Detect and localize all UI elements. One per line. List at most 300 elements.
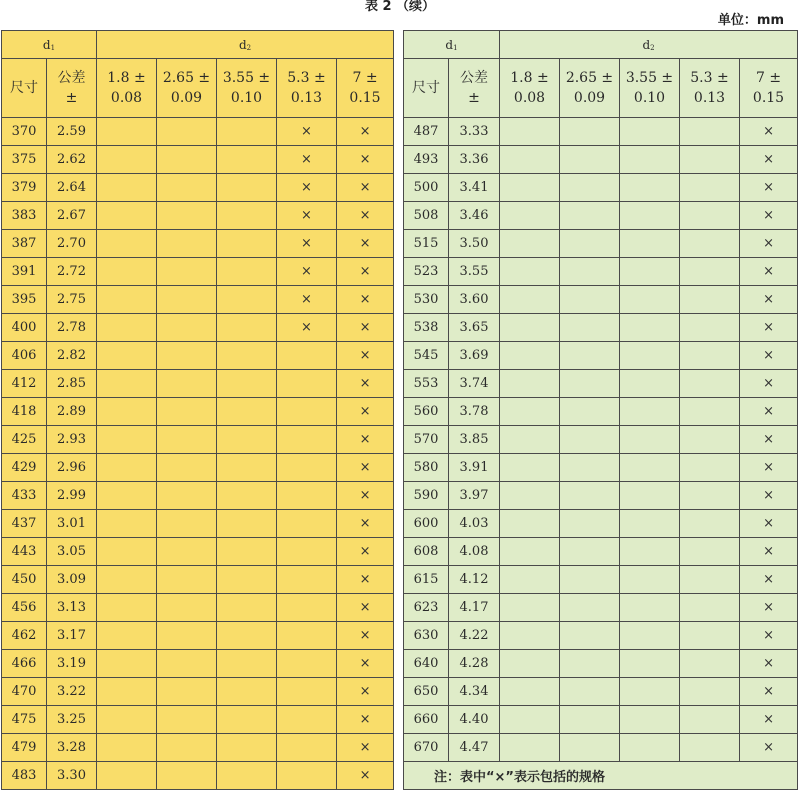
- left-body: [2, 118, 394, 790]
- cs-2-cell: [157, 622, 217, 650]
- size-cell: 493: [404, 146, 449, 174]
- size-cell: 462: [2, 622, 47, 650]
- tolerance-cell: 3.17: [47, 622, 97, 650]
- table-row: [404, 258, 798, 286]
- cs-2-cell: [157, 678, 217, 706]
- table-row: [404, 426, 798, 454]
- cs-3-cell: [217, 454, 277, 482]
- included-mark: ×: [301, 320, 312, 335]
- cs-3-cell: [620, 314, 680, 342]
- included-mark: ×: [301, 236, 312, 251]
- tolerance-cell: 3.25: [47, 706, 97, 734]
- cs-5-cell: [337, 230, 394, 258]
- tolerance-cell: 3.28: [47, 734, 97, 762]
- cs-2-cell: [560, 566, 620, 594]
- size-cell: 545: [404, 342, 449, 370]
- included-mark: ×: [763, 236, 774, 251]
- cs-1-cell: [97, 398, 157, 426]
- cs-3-cell: [620, 566, 680, 594]
- cs-4-cell: [277, 370, 337, 398]
- included-mark: ×: [763, 516, 774, 531]
- included-mark: ×: [359, 376, 371, 391]
- cs-4-cell: [680, 566, 740, 594]
- included-mark: ×: [763, 600, 774, 615]
- cs-1-cell: [97, 230, 157, 258]
- table-row: [2, 622, 394, 650]
- cs-1-cell: [500, 734, 560, 762]
- table-row: [404, 202, 798, 230]
- included-mark: ×: [763, 712, 774, 727]
- table-row: [404, 174, 798, 202]
- cs-4-cell: [680, 678, 740, 706]
- cs-1-cell: [500, 146, 560, 174]
- included-mark: ×: [359, 180, 371, 195]
- cs-5-cell: [740, 538, 798, 566]
- cs-2-cell: [157, 482, 217, 510]
- cs-4-cell: [277, 510, 337, 538]
- cs-5-cell: [337, 174, 394, 202]
- header-tolerance: 公差 ±: [449, 59, 500, 118]
- cs-4-cell: [277, 678, 337, 706]
- cs-5-cell: [337, 594, 394, 622]
- included-mark: ×: [763, 124, 774, 139]
- included-mark: ×: [359, 264, 371, 279]
- cs-3-cell: [620, 174, 680, 202]
- table-row: [2, 566, 394, 594]
- header-row: [404, 59, 798, 118]
- tolerance-cell: 2.70: [47, 230, 97, 258]
- tolerance-cell: 3.60: [449, 286, 500, 314]
- size-cell: 650: [404, 678, 449, 706]
- cs-3-cell: [217, 146, 277, 174]
- cs-1-cell: [500, 314, 560, 342]
- table-row: [404, 510, 798, 538]
- cs-2-cell: [157, 230, 217, 258]
- cs-2-cell: [560, 146, 620, 174]
- cs-3-cell: [217, 174, 277, 202]
- table-row: [2, 146, 394, 174]
- cs-1-cell: [97, 370, 157, 398]
- table-row: [2, 202, 394, 230]
- table-note: 注：表中“×”表示包括的规格: [404, 762, 798, 790]
- cs-5-cell: [740, 370, 798, 398]
- size-cell: 433: [2, 482, 47, 510]
- cs-5-cell: [337, 678, 394, 706]
- tolerance-cell: 3.30: [47, 762, 97, 790]
- cs-2-cell: [157, 538, 217, 566]
- size-cell: 515: [404, 230, 449, 258]
- tolerance-cell: 2.99: [47, 482, 97, 510]
- table-row: [2, 706, 394, 734]
- size-cell: 418: [2, 398, 47, 426]
- included-mark: ×: [359, 320, 371, 335]
- cs-4-cell: [680, 454, 740, 482]
- cs-2-cell: [157, 146, 217, 174]
- cs-2-cell: [560, 258, 620, 286]
- cs-2-cell: [560, 538, 620, 566]
- cs-2-cell: [157, 314, 217, 342]
- included-mark: ×: [763, 628, 774, 643]
- cs-3-cell: [217, 370, 277, 398]
- cs-4-cell: [680, 370, 740, 398]
- size-cell: 508: [404, 202, 449, 230]
- cs-3-cell: [217, 734, 277, 762]
- header-size: 尺寸: [404, 59, 449, 118]
- table-row: [2, 482, 394, 510]
- included-mark: ×: [763, 180, 774, 195]
- included-mark: ×: [763, 460, 774, 475]
- cs-3-cell: [620, 678, 680, 706]
- cs-1-cell: [97, 202, 157, 230]
- cs-2-cell: [560, 706, 620, 734]
- cs-4-cell: [277, 426, 337, 454]
- cs-4-cell: [277, 538, 337, 566]
- header-row: [2, 59, 394, 118]
- cs-2-cell: [560, 286, 620, 314]
- cs-4-cell: [680, 286, 740, 314]
- cs-3-cell: [620, 454, 680, 482]
- included-mark: ×: [359, 432, 371, 447]
- table-row: [404, 594, 798, 622]
- header-cs-3: 3.55 ± 0.10: [620, 59, 680, 118]
- cs-2-cell: [157, 594, 217, 622]
- cs-1-cell: [97, 538, 157, 566]
- included-mark: ×: [359, 572, 371, 587]
- cs-3-cell: [217, 342, 277, 370]
- size-cell: 538: [404, 314, 449, 342]
- cs-4-cell: [277, 258, 337, 286]
- table-row: [404, 398, 798, 426]
- cs-2-cell: [560, 174, 620, 202]
- cs-1-cell: [97, 594, 157, 622]
- cs-3-cell: [217, 258, 277, 286]
- cs-5-cell: [740, 174, 798, 202]
- included-mark: ×: [359, 628, 371, 643]
- cs-2-cell: [157, 650, 217, 678]
- cs-5-cell: [740, 202, 798, 230]
- cs-4-cell: [680, 706, 740, 734]
- cs-1-cell: [500, 174, 560, 202]
- cs-1-cell: [500, 650, 560, 678]
- cs-2-cell: [157, 510, 217, 538]
- tolerance-cell: 4.28: [449, 650, 500, 678]
- tolerance-cell: 4.40: [449, 706, 500, 734]
- cs-2-cell: [157, 426, 217, 454]
- cs-3-cell: [620, 398, 680, 426]
- cs-4-cell: [680, 202, 740, 230]
- size-cell: 479: [2, 734, 47, 762]
- cs-2-cell: [560, 678, 620, 706]
- cs-4-cell: [277, 454, 337, 482]
- included-mark: ×: [359, 684, 371, 699]
- included-mark: ×: [763, 292, 774, 307]
- cs-5-cell: [337, 762, 394, 790]
- cs-3-cell: [620, 286, 680, 314]
- cs-4-cell: [277, 482, 337, 510]
- size-cell: 391: [2, 258, 47, 286]
- size-cell: 530: [404, 286, 449, 314]
- included-mark: ×: [359, 348, 371, 363]
- included-mark: ×: [359, 488, 371, 503]
- header-cs-2: 2.65 ± 0.09: [560, 59, 620, 118]
- cs-4-cell: [277, 706, 337, 734]
- included-mark: ×: [359, 516, 371, 531]
- table-row: [2, 538, 394, 566]
- cs-5-cell: [740, 454, 798, 482]
- tolerance-cell: 4.34: [449, 678, 500, 706]
- cs-4-cell: [277, 174, 337, 202]
- cs-2-cell: [560, 650, 620, 678]
- header-cs-5: 7 ± 0.15: [740, 59, 798, 118]
- cs-2-cell: [560, 370, 620, 398]
- cs-3-cell: [217, 118, 277, 146]
- cs-5-cell: [337, 202, 394, 230]
- included-mark: ×: [763, 348, 774, 363]
- size-cell: 570: [404, 426, 449, 454]
- size-cell: 443: [2, 538, 47, 566]
- cs-4-cell: [277, 342, 337, 370]
- included-mark: ×: [763, 740, 774, 755]
- cs-4-cell: [277, 230, 337, 258]
- included-mark: ×: [359, 292, 371, 307]
- cs-1-cell: [97, 510, 157, 538]
- cs-4-cell: [277, 314, 337, 342]
- cs-1-cell: [500, 398, 560, 426]
- size-cell: 387: [2, 230, 47, 258]
- cs-4-cell: [680, 510, 740, 538]
- cs-1-cell: [97, 678, 157, 706]
- tolerance-cell: 3.05: [47, 538, 97, 566]
- size-cell: 560: [404, 398, 449, 426]
- cs-2-cell: [157, 174, 217, 202]
- cs-1-cell: [500, 118, 560, 146]
- header-cs-1: 1.8 ± 0.08: [500, 59, 560, 118]
- tolerance-cell: 2.72: [47, 258, 97, 286]
- cs-5-cell: [337, 538, 394, 566]
- tolerance-cell: 4.47: [449, 734, 500, 762]
- cs-1-cell: [97, 706, 157, 734]
- tolerance-cell: 4.12: [449, 566, 500, 594]
- cs-1-cell: [500, 678, 560, 706]
- tolerance-cell: 3.22: [47, 678, 97, 706]
- cs-2-cell: [157, 706, 217, 734]
- cs-1-cell: [500, 370, 560, 398]
- cs-3-cell: [620, 258, 680, 286]
- table-left: [1, 30, 394, 790]
- cs-5-cell: [337, 650, 394, 678]
- size-cell: 615: [404, 566, 449, 594]
- cs-4-cell: [680, 342, 740, 370]
- cs-2-cell: [157, 118, 217, 146]
- included-mark: ×: [359, 208, 371, 223]
- tolerance-cell: 3.74: [449, 370, 500, 398]
- size-cell: 466: [2, 650, 47, 678]
- size-cell: 437: [2, 510, 47, 538]
- cs-4-cell: [277, 650, 337, 678]
- cs-5-cell: [337, 426, 394, 454]
- cs-2-cell: [157, 286, 217, 314]
- cs-1-cell: [500, 258, 560, 286]
- included-mark: ×: [301, 264, 312, 279]
- tolerance-cell: 3.09: [47, 566, 97, 594]
- cs-3-cell: [620, 370, 680, 398]
- table-row: [404, 286, 798, 314]
- cs-4-cell: [680, 398, 740, 426]
- cs-4-cell: [277, 762, 337, 790]
- cs-1-cell: [97, 314, 157, 342]
- size-cell: 500: [404, 174, 449, 202]
- tolerance-cell: 3.69: [449, 342, 500, 370]
- cs-2-cell: [560, 314, 620, 342]
- cs-4-cell: [277, 594, 337, 622]
- table-row: [404, 566, 798, 594]
- cs-5-cell: [337, 734, 394, 762]
- included-mark: ×: [301, 292, 312, 307]
- included-mark: ×: [359, 768, 371, 783]
- cs-5-cell: [337, 342, 394, 370]
- cs-5-cell: [740, 426, 798, 454]
- header-cs-4: 5.3 ± 0.13: [277, 59, 337, 118]
- cs-3-cell: [217, 566, 277, 594]
- table-row: [2, 762, 394, 790]
- cs-3-cell: [217, 538, 277, 566]
- included-mark: ×: [359, 740, 371, 755]
- header-cs-1: 1.8 ± 0.08: [97, 59, 157, 118]
- cs-2-cell: [560, 398, 620, 426]
- cs-4-cell: [277, 202, 337, 230]
- cs-3-cell: [217, 426, 277, 454]
- included-mark: ×: [763, 376, 774, 391]
- size-cell: 640: [404, 650, 449, 678]
- size-cell: 400: [2, 314, 47, 342]
- cs-5-cell: [740, 706, 798, 734]
- table-row: [404, 622, 798, 650]
- cs-4-cell: [680, 622, 740, 650]
- size-cell: 370: [2, 118, 47, 146]
- tolerance-cell: 2.75: [47, 286, 97, 314]
- cs-4-cell: [277, 398, 337, 426]
- cs-2-cell: [157, 342, 217, 370]
- cs-4-cell: [680, 650, 740, 678]
- cs-3-cell: [217, 314, 277, 342]
- cs-1-cell: [97, 762, 157, 790]
- included-mark: ×: [301, 180, 312, 195]
- tolerance-cell: 3.97: [449, 482, 500, 510]
- cs-2-cell: [560, 594, 620, 622]
- cs-5-cell: [740, 622, 798, 650]
- table-row: [404, 734, 798, 762]
- cs-4-cell: [680, 118, 740, 146]
- cs-3-cell: [620, 594, 680, 622]
- size-cell: 660: [404, 706, 449, 734]
- cs-5-cell: [740, 118, 798, 146]
- right-body: [404, 118, 798, 762]
- cs-5-cell: [337, 314, 394, 342]
- header-cs-3: 3.55 ± 0.10: [217, 59, 277, 118]
- tolerance-cell: 3.33: [449, 118, 500, 146]
- table-row: [404, 538, 798, 566]
- cs-5-cell: [337, 146, 394, 174]
- cs-1-cell: [97, 426, 157, 454]
- table-row: [2, 286, 394, 314]
- table-row: [2, 370, 394, 398]
- table-row: [2, 174, 394, 202]
- table-row: [2, 314, 394, 342]
- size-cell: 600: [404, 510, 449, 538]
- included-mark: ×: [359, 712, 371, 727]
- included-mark: ×: [359, 152, 371, 167]
- table-row: [2, 258, 394, 286]
- size-cell: 456: [2, 594, 47, 622]
- cs-1-cell: [500, 342, 560, 370]
- header-d2: d2: [500, 31, 798, 59]
- cs-5-cell: [740, 258, 798, 286]
- cs-3-cell: [620, 146, 680, 174]
- tolerance-cell: 2.64: [47, 174, 97, 202]
- cs-2-cell: [560, 510, 620, 538]
- cs-2-cell: [157, 762, 217, 790]
- cs-2-cell: [560, 342, 620, 370]
- cs-5-cell: [337, 258, 394, 286]
- cs-3-cell: [217, 510, 277, 538]
- tolerance-cell: 2.93: [47, 426, 97, 454]
- included-mark: ×: [359, 460, 371, 475]
- table-row: [404, 370, 798, 398]
- size-cell: 429: [2, 454, 47, 482]
- size-cell: 425: [2, 426, 47, 454]
- cs-2-cell: [157, 566, 217, 594]
- table-row: [2, 594, 394, 622]
- tolerance-cell: 2.89: [47, 398, 97, 426]
- cs-3-cell: [217, 706, 277, 734]
- cs-5-cell: [740, 678, 798, 706]
- tolerance-cell: 3.55: [449, 258, 500, 286]
- cs-1-cell: [500, 482, 560, 510]
- tolerance-cell: 2.62: [47, 146, 97, 174]
- cs-2-cell: [560, 426, 620, 454]
- included-mark: ×: [763, 656, 774, 671]
- cs-5-cell: [337, 510, 394, 538]
- tolerance-cell: 3.50: [449, 230, 500, 258]
- included-mark: ×: [763, 544, 774, 559]
- cs-2-cell: [560, 454, 620, 482]
- cs-4-cell: [680, 314, 740, 342]
- table-row: [2, 510, 394, 538]
- cs-1-cell: [97, 146, 157, 174]
- header-d1: d1: [2, 31, 97, 59]
- cs-1-cell: [500, 202, 560, 230]
- cs-1-cell: [500, 538, 560, 566]
- cs-3-cell: [217, 622, 277, 650]
- cs-5-cell: [337, 398, 394, 426]
- table-right: [403, 30, 798, 790]
- cs-1-cell: [97, 622, 157, 650]
- cs-3-cell: [217, 286, 277, 314]
- table-row: [404, 454, 798, 482]
- cs-5-cell: [337, 482, 394, 510]
- size-cell: 379: [2, 174, 47, 202]
- cs-5-cell: [337, 118, 394, 146]
- included-mark: ×: [301, 124, 312, 139]
- table-title: 表 2 （续）: [364, 0, 436, 14]
- size-cell: 523: [404, 258, 449, 286]
- cs-5-cell: [740, 650, 798, 678]
- tolerance-cell: 3.41: [449, 174, 500, 202]
- cs-4-cell: [680, 258, 740, 286]
- cs-2-cell: [560, 230, 620, 258]
- tolerance-cell: 3.13: [47, 594, 97, 622]
- tolerance-cell: 2.85: [47, 370, 97, 398]
